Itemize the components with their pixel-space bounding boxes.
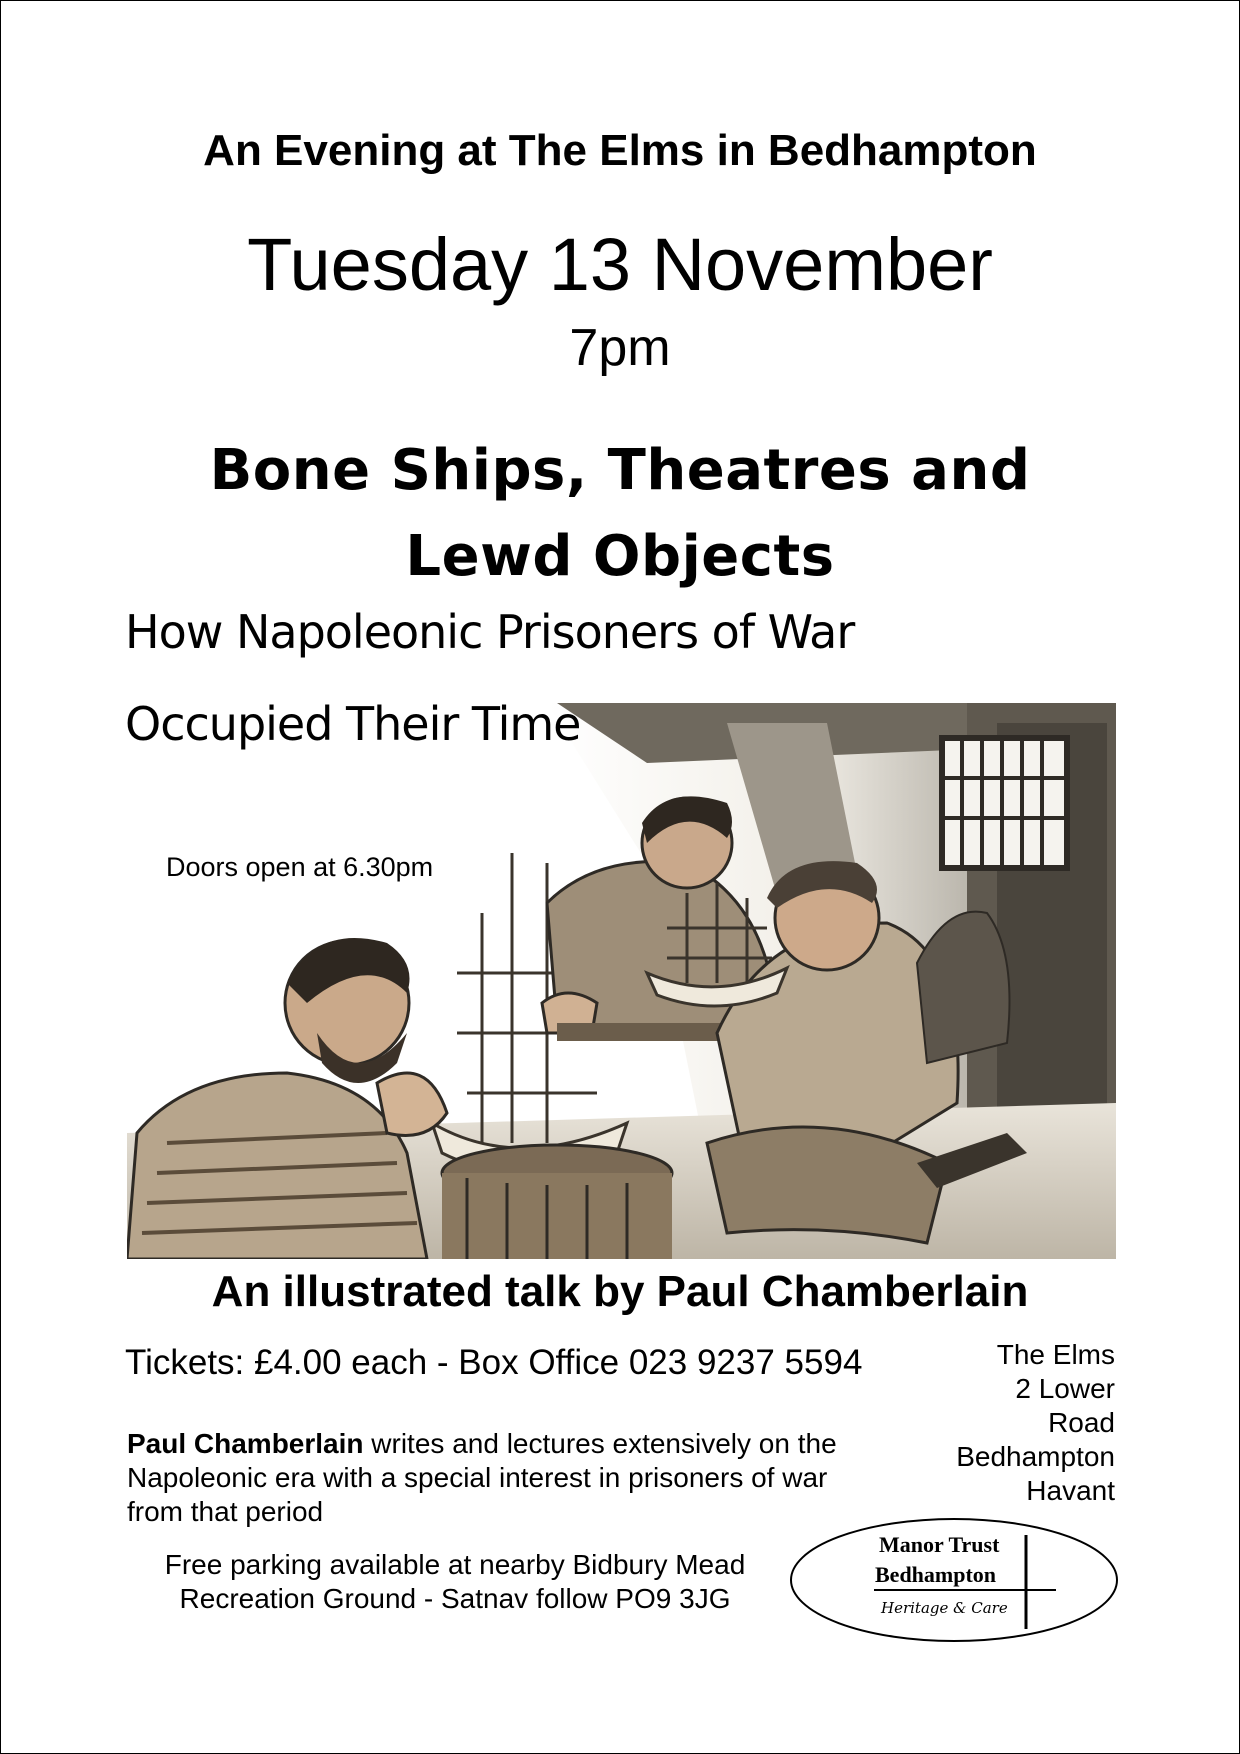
manor-trust-logo [789, 1517, 1120, 1644]
logo-line-2: Bedhampton [875, 1562, 997, 1587]
talk-subtitle-line-1: How Napoleonic Prisoners of War [125, 605, 855, 659]
logo-line-3: Heritage & Care [881, 1599, 1008, 1617]
logo-line-1: Manor Trust [879, 1532, 1000, 1557]
address-line-5: Havant [1026, 1475, 1115, 1506]
address-line-3: Road [1048, 1407, 1115, 1438]
speaker-bio [127, 1427, 837, 1529]
talk-title [0, 428, 1240, 600]
talk-title-line-1: Bone Ships, Theatres and [209, 438, 1031, 503]
talk-subtitle-line-2: Occupied Their Time [125, 697, 581, 751]
parking-line-1: Free parking available at nearby Bidbury Mead [164, 1549, 746, 1580]
speaker-line: An illustrated talk by Paul Chamberlain [211, 1267, 1029, 1316]
address-line-2: 2 Lower [1015, 1373, 1115, 1404]
address-line-1: The Elms [996, 1339, 1115, 1370]
address-line-4: Bedhampton [956, 1441, 1115, 1472]
event-date: Tuesday 13 November [247, 223, 993, 306]
prisoners-illustration [127, 703, 1116, 1259]
event-intro: An Evening at The Elms in Bedhampton [203, 126, 1037, 175]
bio-speaker-name: Paul Chamberlain [127, 1428, 364, 1459]
venue-address [865, 1338, 1115, 1508]
talk-title-line-2: Lewd Objects [405, 524, 835, 589]
event-time: 7pm [569, 319, 671, 377]
parking-line-2: Recreation Ground - Satnav follow PO9 3JG [179, 1583, 731, 1614]
bio-text: writes and lectures extensively on the Napoleonic era with a special interest in prisoners of war from that period [127, 1428, 837, 1527]
doors-open-note: Doors open at 6.30pm [166, 852, 434, 882]
ticket-info: Tickets: £4.00 each - Box Office 023 9237 5594 [125, 1343, 863, 1382]
parking-info [140, 1548, 770, 1616]
